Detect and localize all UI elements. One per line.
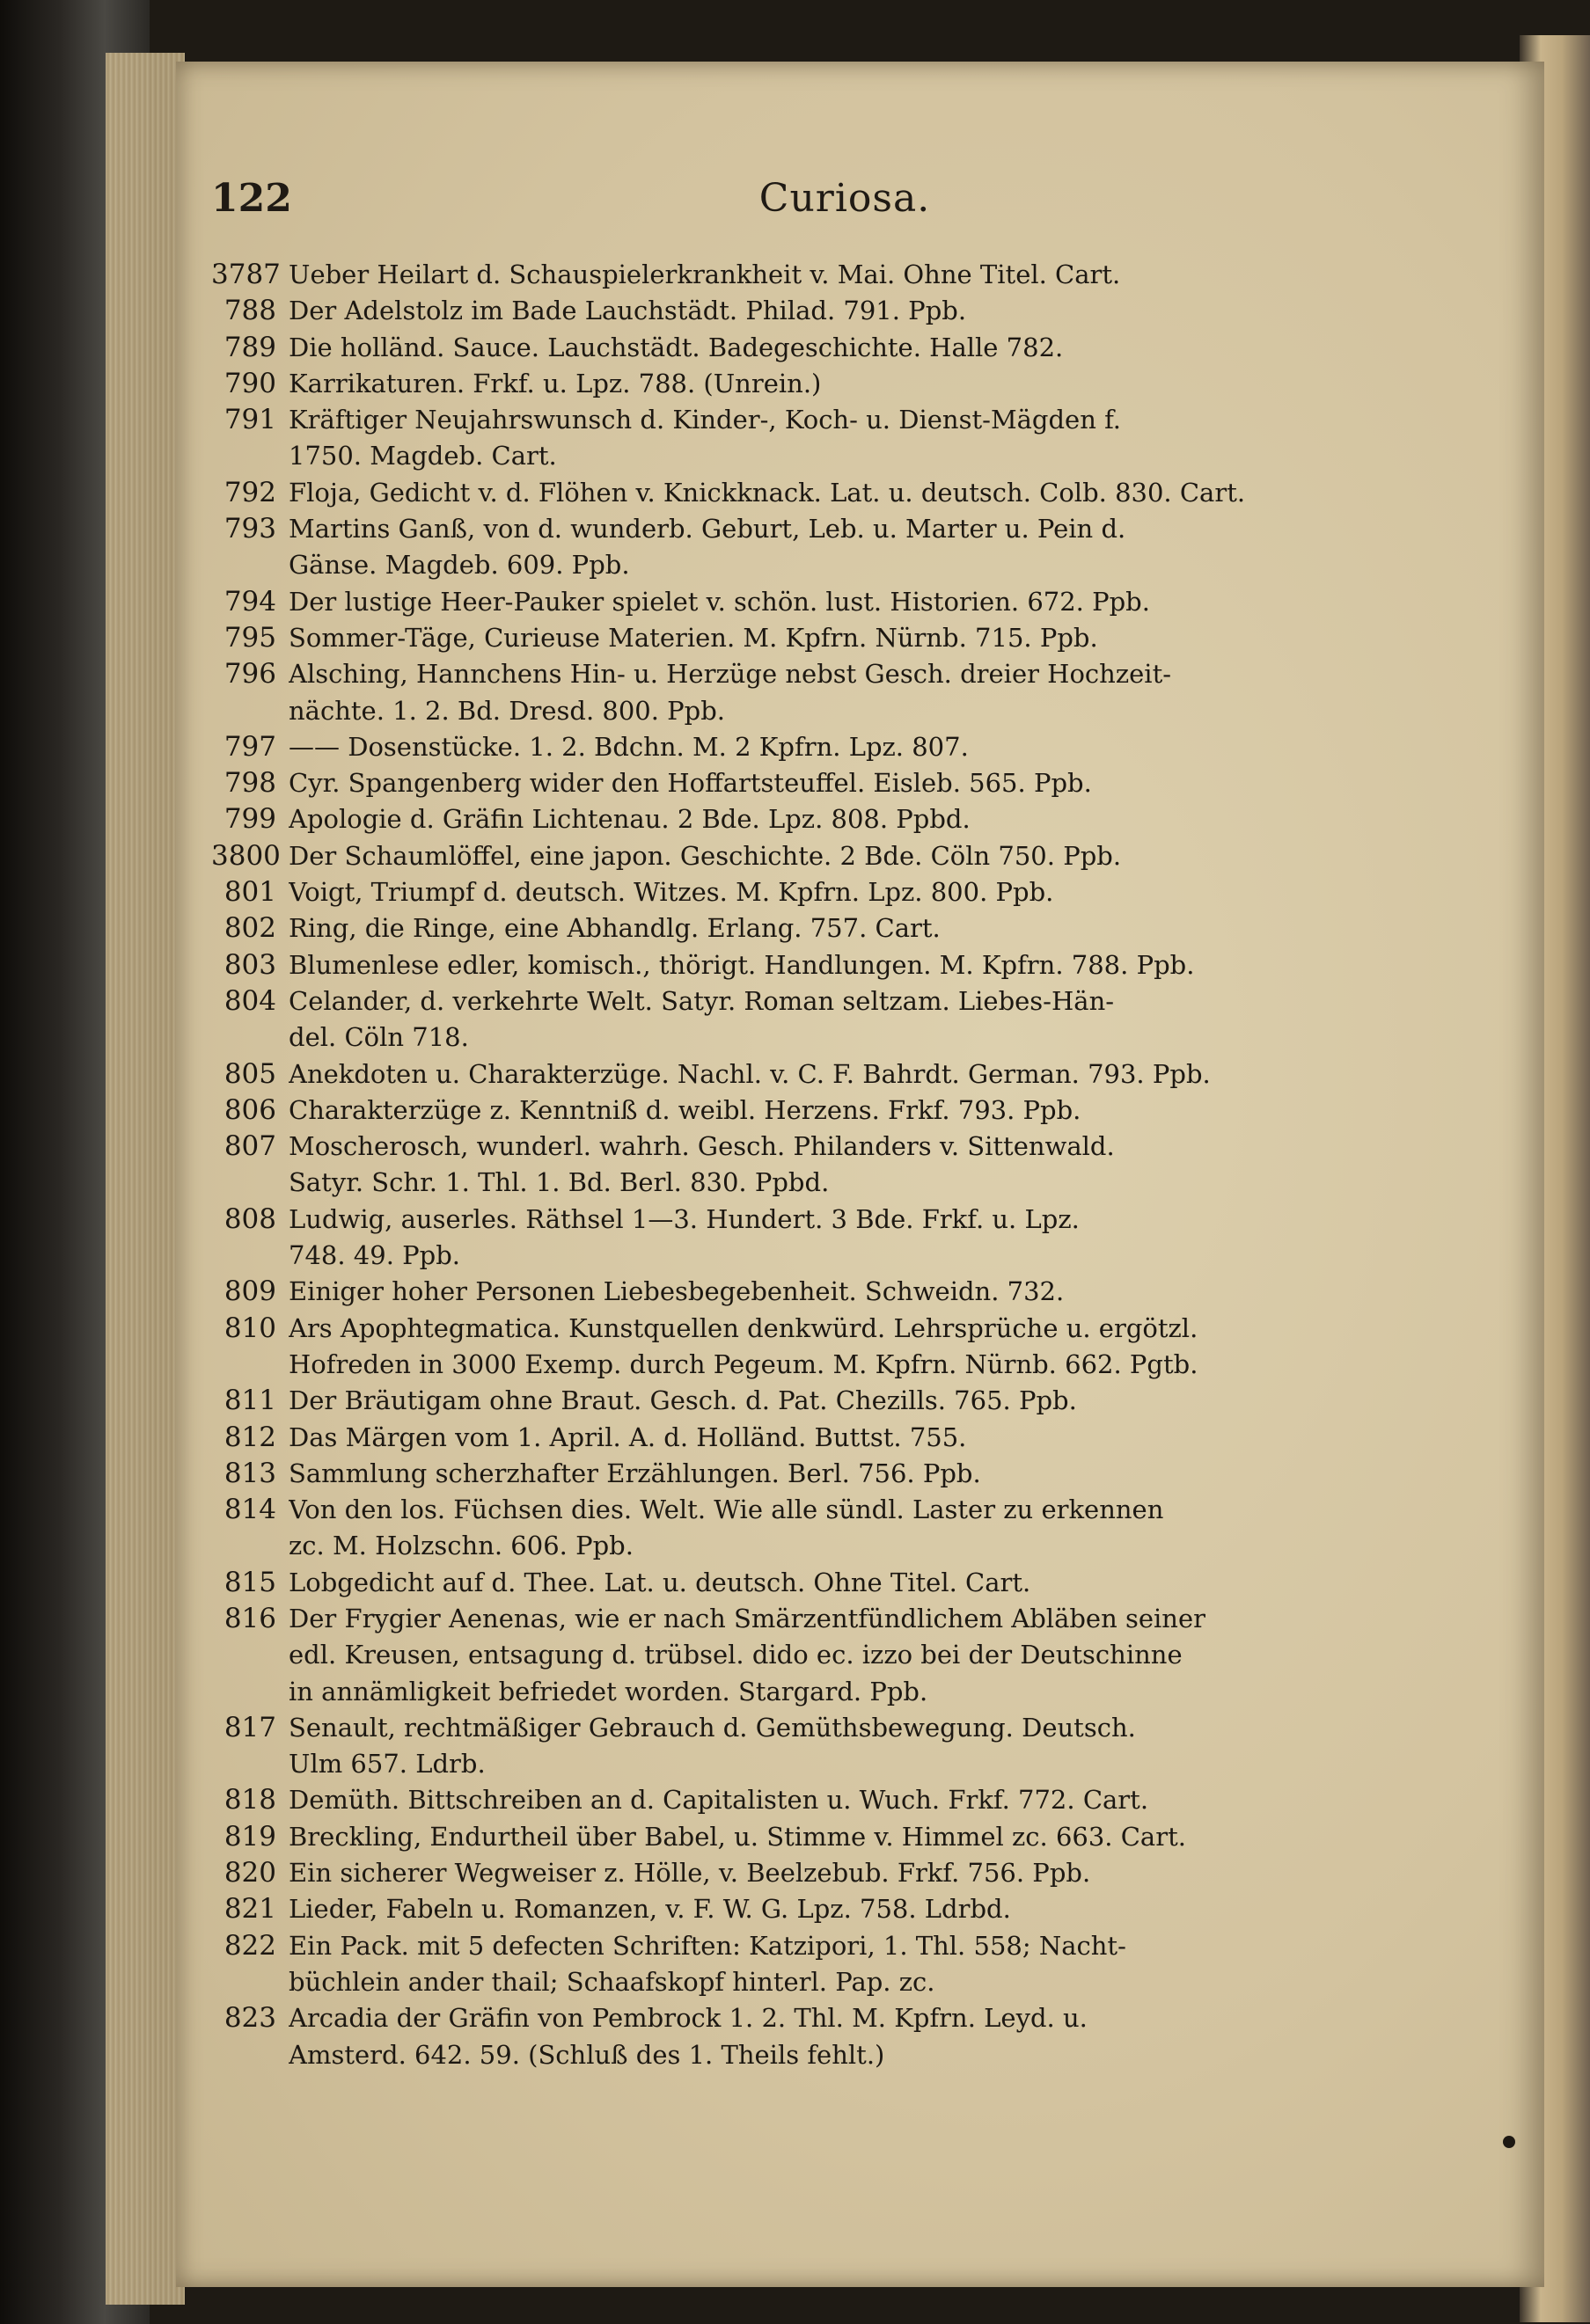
entry-line: Ein sicherer Wegweiser z. Hölle, v. Beelzebub. Frkf. 756. Ppb. [289,1858,1091,1889]
entry-line: Lieder, Fabeln u. Romanzen, v. F. W. G. Lpz. 758. Ldrbd. [289,1894,1011,1925]
entry-line: —— Dosenstücke. 1. 2. Bdchn. M. 2 Kpfrn. Lpz. 807. [289,731,969,762]
entry-line: Celander, d. verkehrte Welt. Satyr. Roman seltzam. Liebes-Hän- [289,985,1115,1016]
entry-line: Der Frygier Aenenas, wie er nach Smärzentfündlichem Abläben seiner [289,1603,1206,1633]
entry-line: Ring, die Ringe, eine Abhandlg. Erlang. 757. Cart. [289,913,941,944]
entry-line: 1750. Magdeb. Cart. [289,441,557,471]
entry-number: 805 [223,1057,276,1090]
entry-text [289,1565,1478,1601]
catalog-entry [211,1819,1478,1855]
entry-text [289,729,1478,765]
entry-line: Sommer-Täge, Curieuse Materien. M. Kpfrn. Nürnb. 715. Ppb. [289,622,1098,653]
catalog-entry [211,1456,1478,1492]
entry-number: 801 [223,876,276,909]
entry-line: Alsching, Hannchens Hin- u. Herzüge nebst Gesch. dreier Hochzeit- [289,659,1172,690]
entry-number: 788 [223,295,276,327]
entry-line: Hofreden in 3000 Exemp. durch Pegeum. M. Kpfrn. Nürnb. 662. Pgtb. [289,1348,1198,1379]
entry-line: Breckling, Endurtheil über Babel, u. Stimme v. Himmel zc. 663. Cart. [289,1821,1186,1852]
entry-text [289,765,1478,801]
entry-line: Ludwig, auserles. Räthsel 1—3. Hundert. 3 Bde. Frkf. u. Lpz. [289,1203,1080,1234]
entry-number: 797 [223,730,276,763]
entry-number: 808 [223,1202,276,1235]
entry-number: 806 [223,1093,276,1126]
entry-line: büchlein ander thail; Schaafskopf hinterl. Pap. zc. [289,1966,935,1997]
catalog-entry [211,1274,1478,1310]
entry-number: 793 [223,513,276,545]
entry-text [289,584,1478,620]
entry-number: 796 [223,658,276,691]
entry-number: 791 [223,404,276,436]
entry-number: 794 [223,585,276,618]
entry-text [289,475,1478,511]
catalog-entry [211,330,1478,366]
entry-number: 815 [223,1566,276,1598]
catalog-entry [211,1129,1478,1202]
entry-text [289,1710,1478,1783]
entry-line: 748. 49. Ppb. [289,1240,460,1271]
entry-text [289,656,1478,729]
entry-text [289,1819,1478,1855]
catalog-entry [211,1928,1478,2001]
entry-number: 816 [223,1602,276,1634]
catalog-entry [211,2000,1478,2073]
entry-number: 810 [223,1312,276,1344]
entry-line: Demüth. Bittschreiben an d. Capitalisten u. Wuch. Frkf. 772. Cart. [289,1785,1149,1816]
entry-line: Floja, Gedicht v. d. Flöhen v. Knickknack. Lat. u. deutsch. Colb. 830. Cart. [289,477,1246,508]
entry-line: Ueber Heilart d. Schauspielerkrankheit v. Mai. Ohne Titel. Cart. [289,259,1121,289]
entry-text [289,1274,1478,1310]
entry-number: 792 [223,476,276,508]
entry-line: Sammlung scherzhafter Erzählungen. Berl. 756. Ppb. [289,1458,981,1488]
entry-line: Martins Ganß, von d. wunderb. Geburt, Leb. u. Marter u. Pein d. [289,514,1126,544]
entry-number: 820 [223,1857,276,1889]
catalog-entry [211,910,1478,946]
catalog-entries [211,257,1478,2073]
entry-line: zc. M. Holzschn. 606. Ppb. [289,1531,634,1561]
catalog-entry [211,1710,1478,1783]
entry-line: Moscherosch, wunderl. wahrh. Gesch. Philanders v. Sittenwald. [289,1131,1115,1162]
entry-number: 804 [223,984,276,1017]
entry-line: Der Schaumlöffel, eine japon. Geschichte. 2 Bde. Cöln 750. Ppb. [289,840,1122,871]
entry-number: 798 [223,767,276,800]
entry-text [289,838,1478,874]
entry-line: Satyr. Schr. 1. Thl. 1. Bd. Berl. 830. Ppbd. [289,1167,830,1198]
entry-text [289,801,1478,837]
entry-line: Karrikaturen. Frkf. u. Lpz. 788. (Unrein.) [289,368,822,398]
entry-text [289,1383,1478,1419]
entry-number: 817 [223,1711,276,1743]
catalog-entry [211,1492,1478,1565]
entry-line: Der Adelstolz im Bade Lauchstädt. Philad. 791. Ppb. [289,296,967,326]
entry-text [289,402,1478,475]
entry-text [289,1420,1478,1456]
catalog-entry [211,1565,1478,1601]
running-title: Curiosa. [758,176,931,221]
entry-line: Lobgedicht auf d. Thee. Lat. u. deutsch. Ohne Titel. Cart. [289,1567,1031,1597]
entry-line: Blumenlese edler, komisch., thörigt. Handlungen. M. Kpfrn. 788. Ppb. [289,949,1195,980]
entry-line: nächte. 1. 2. Bd. Dresd. 800. Ppb. [289,695,726,726]
catalog-entry [211,1202,1478,1275]
entry-line: Ein Pack. mit 5 defecten Schriften: Katzipori, 1. Thl. 558; Nacht- [289,1930,1126,1961]
catalog-entry [211,1782,1478,1818]
catalog-entry [211,1056,1478,1093]
catalog-entry [211,729,1478,765]
entry-line: Ars Apophtegmatica. Kunstquellen denkwürd. Lehrsprüche u. ergötzl. [289,1312,1198,1343]
entry-text [289,1855,1478,1891]
entry-line: Einiger hoher Personen Liebesbegebenheit. Schweidn. 732. [289,1276,1065,1307]
catalog-entry [211,1093,1478,1129]
ink-spot [1503,2136,1515,2148]
entry-text [289,293,1478,329]
entry-text [289,947,1478,983]
catalog-entry [211,838,1478,874]
entry-number: 819 [223,1820,276,1853]
entry-number: 3787 [211,259,281,290]
entry-text [289,257,1478,293]
page-number: 122 [211,176,292,221]
entry-line: edl. Kreusen, entsagung d. trübsel. dido ec. izzo bei der Deutschinne [289,1640,1183,1670]
catalog-entry [211,947,1478,983]
catalog-entry [211,511,1478,584]
entry-text [289,1129,1478,1202]
entry-text [289,1056,1478,1093]
catalog-entry [211,366,1478,402]
entry-line: Die holländ. Sauce. Lauchstädt. Badegeschichte. Halle 782. [289,332,1064,362]
entry-number: 812 [223,1421,276,1453]
entry-text [289,1202,1478,1275]
catalog-entry [211,801,1478,837]
entry-text [289,1456,1478,1492]
entry-number: 822 [223,1929,276,1962]
entry-line: Der lustige Heer-Pauker spielet v. schön. lust. Historien. 672. Ppb. [289,586,1150,617]
catalog-entry [211,983,1478,1056]
catalog-entry [211,1601,1478,1710]
catalog-entry [211,1383,1478,1419]
entry-text [289,1928,1478,2001]
entry-number: 802 [223,912,276,945]
entry-line: Senault, rechtmäßiger Gebrauch d. Gemüthsbewegung. Deutsch. [289,1712,1136,1743]
entry-line: Apologie d. Gräfin Lichtenau. 2 Bde. Lpz. 808. Ppbd. [289,804,971,835]
catalog-entry [211,1420,1478,1456]
entry-number: 821 [223,1893,276,1926]
entry-number: 3800 [211,839,281,872]
catalog-entry [211,475,1478,511]
entry-number: 813 [223,1457,276,1489]
entry-text [289,1492,1478,1565]
entry-text [289,620,1478,656]
entry-text [289,910,1478,946]
entry-line: Voigt, Triumpf d. deutsch. Witzes. M. Kpfrn. Lpz. 800. Ppb. [289,877,1054,908]
entry-number: 814 [223,1494,276,1526]
catalog-entry [211,1891,1478,1927]
entry-line: Arcadia der Gräfin von Pembrock 1. 2. Thl. M. Kpfrn. Leyd. u. [289,2003,1088,2034]
entry-text [289,511,1478,584]
catalog-entry [211,620,1478,656]
catalog-entry [211,656,1478,729]
entry-number: 803 [223,948,276,981]
entry-line: Der Bräutigam ohne Braut. Gesch. d. Pat. Chezills. 765. Ppb. [289,1385,1077,1416]
entry-number: 807 [223,1130,276,1163]
entry-line: Charakterzüge z. Kenntniß d. weibl. Herzens. Frkf. 793. Ppb. [289,1094,1081,1125]
entry-line: in annämligkeit befriedet worden. Stargard. Ppb. [289,1676,928,1706]
entry-number: 799 [223,803,276,836]
entry-text [289,1782,1478,1818]
entry-number: 789 [223,331,276,363]
catalog-entry [211,584,1478,620]
entry-line: Amsterd. 642. 59. (Schluß des 1. Theils fehlt.) [289,2039,885,2070]
entry-line: Das Märgen vom 1. April. A. d. Holländ. Buttst. 755. [289,1421,967,1452]
entry-text [289,366,1478,402]
catalog-entry [211,402,1478,475]
catalog-entry [211,293,1478,329]
entry-text [289,1601,1478,1710]
entry-line: Cyr. Spangenberg wider den Hoffartsteuffel. Eisleb. 565. Ppb. [289,768,1092,799]
entry-line: Anekdoten u. Charakterzüge. Nachl. v. C. F. Bahrdt. German. 793. Ppb. [289,1058,1211,1089]
entry-text [289,330,1478,366]
entry-text [289,874,1478,910]
entry-line: Gänse. Magdeb. 609. Ppb. [289,550,630,581]
entry-line: Kräftiger Neujahrswunsch d. Kinder-, Koch- u. Dienst-Mägden f. [289,405,1122,435]
entry-number: 809 [223,1275,276,1308]
entry-number: 818 [223,1784,276,1816]
entry-number: 790 [223,367,276,399]
entry-number: 823 [223,2002,276,2035]
entry-line: Von den los. Füchsen dies. Welt. Wie alle sündl. Laster zu erkennen [289,1495,1164,1525]
entry-text [289,1311,1478,1384]
entry-text [289,2000,1478,2073]
catalog-entry [211,765,1478,801]
entry-text [289,1891,1478,1927]
page-edges-left [106,53,185,2305]
entry-text [289,1093,1478,1129]
catalog-entry [211,257,1478,293]
entry-text [289,983,1478,1056]
catalog-entry [211,874,1478,910]
entry-line: Ulm 657. Ldrb. [289,1749,486,1780]
entry-number: 811 [223,1385,276,1417]
entry-number: 795 [223,621,276,654]
catalog-entry [211,1855,1478,1891]
page-header [211,176,1478,238]
catalog-entry [211,1311,1478,1384]
entry-line: del. Cöln 718. [289,1022,469,1053]
